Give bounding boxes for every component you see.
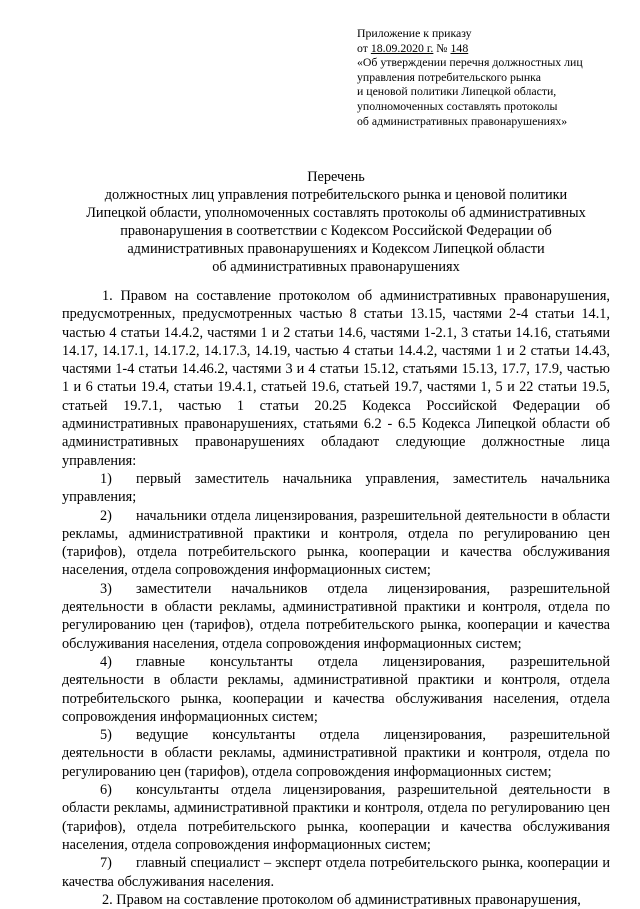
list-item-number: 4) (100, 653, 112, 670)
title-line: правонарушения в соответствии с Кодексом Российской Федерации об (120, 223, 552, 239)
title-heading: Перечень (307, 169, 365, 185)
list-item (62, 781, 610, 854)
list-item-text: заместители начальников отдела лицензирования, разрешительной деятельности в области рекламы, административной практики и контроля, отдела по регулированию цен (тарифов), отдела потребительского рынка, кооперации и качества обслуживания населения, отдела сопровождения информационных систем; (62, 580, 610, 652)
list-item-text: главные консультанты отдела лицензирования, разрешительной деятельности в области рекламы, административной практики и контроля, отдела потребительского рынка, кооперации и качества обслуживания населения, отдела сопровождения информационных систем; (62, 653, 610, 725)
list-item (62, 653, 610, 726)
appendix-header (357, 26, 627, 128)
order-date: 18.09.2020 г. (370, 40, 434, 55)
appendix-line: и ценовой политики Липецкой области, (357, 84, 557, 99)
appendix-line: Приложение к приказу (357, 26, 472, 40)
number-sign: № (433, 40, 451, 55)
list-item-number: 7) (100, 855, 112, 872)
list-item-number: 3) (100, 580, 112, 597)
order-number: 148 (450, 40, 469, 55)
list-item (62, 580, 610, 653)
title-line: об административных правонарушениях (212, 259, 460, 275)
title-line: Липецкой области, уполномоченных составлять протоколы об административных (86, 205, 586, 221)
document-body (62, 287, 610, 909)
list-item-text: начальники отдела лицензирования, разрешительной деятельности в области рекламы, административной практики и контроля, отдела по регулированию цен (тарифов), отдела потребительского рынка, кооперации и качества обслуживания населения, отдела сопровождения информационных систем; (62, 507, 610, 579)
list-item-text: консультанты отдела лицензирования, разрешительной деятельности в области рекламы, административной практики и контроля, отдела по регулированию цен (тарифов), отдела потребительского рынка, кооперации и качества обслуживания населения, отдела сопровождения информационных систем; (62, 782, 610, 853)
list-item-text: главный специалист – эксперт отдела потребительского рынка, кооперации и качества обслуживания населения. (62, 855, 610, 890)
list-item-number: 1) (100, 470, 112, 487)
appendix-line: «Об утверждении перечня должностных лиц (357, 55, 583, 70)
appendix-line: об административных правонарушениях» (357, 113, 568, 128)
list-item-number: 5) (100, 727, 112, 744)
paragraph-1: 1. Правом на составление протоколом об административных правонарушения, предусмотренных, предусмотренных частью 8 статьи 13.15, частями 2-4 статьи 14.1, частью 4 статьи 14.4.2, частями 1 и 2 статьи 14.6, частями 1-2.1, 3 статьи 14.16, статьями 14.17, 14.17.1, 14.17.2, 14.17.3, 14.19, частью 4 статьи 14.4.2, частями 1 и 2 статьи 14.43, частями 1-4 статьи 14.46.2, частями 3 и 4 статьи 15.12, статьями 15.13, 17.7, 17.9, частью 1 и 6 статьи 19.4, статьи 19.4.1, статьей 19.6, статьей 19.7, частями 1, 5 и 22 статьи 19.5, статьей 19.7.1, частью 1 статьи 20.25 Кодекса Российской Федерации об административных правонарушениях, статьями 6.2 - 6.5 Кодекса Липецкой области об административных правонарушениях обладают следующие должностные лица управления: (62, 288, 610, 469)
title-line: должностных лиц управления потребительского рынка и ценовой политики (104, 187, 568, 203)
list-item (62, 854, 610, 891)
list-item-text: первый заместитель начальника управления, заместитель начальника управления; (62, 470, 610, 506)
appendix-line: управления потребительского рынка (357, 69, 541, 84)
document-title (56, 168, 616, 276)
title-line: административных правонарушениях и Кодексом Липецкой области (127, 241, 545, 257)
list-item-number: 2) (100, 507, 112, 524)
appendix-order-line (357, 41, 627, 56)
appendix-line: уполномоченных составлять протоколы (357, 98, 558, 113)
paragraph-2: 2. Правом на составление протоколом об административных правонарушения, (102, 891, 581, 908)
list-item (62, 726, 610, 781)
list-item (62, 470, 610, 507)
appendix-from: от (357, 40, 371, 55)
list-item-number: 6) (100, 782, 112, 799)
list-item-text: ведущие консультанты отдела лицензирования, разрешительной деятельности в области рекламы, административной практики и контроля, отдела по регулированию цен (тарифов), отдела сопровождения информационных систем; (62, 727, 610, 780)
list-item (62, 507, 610, 580)
